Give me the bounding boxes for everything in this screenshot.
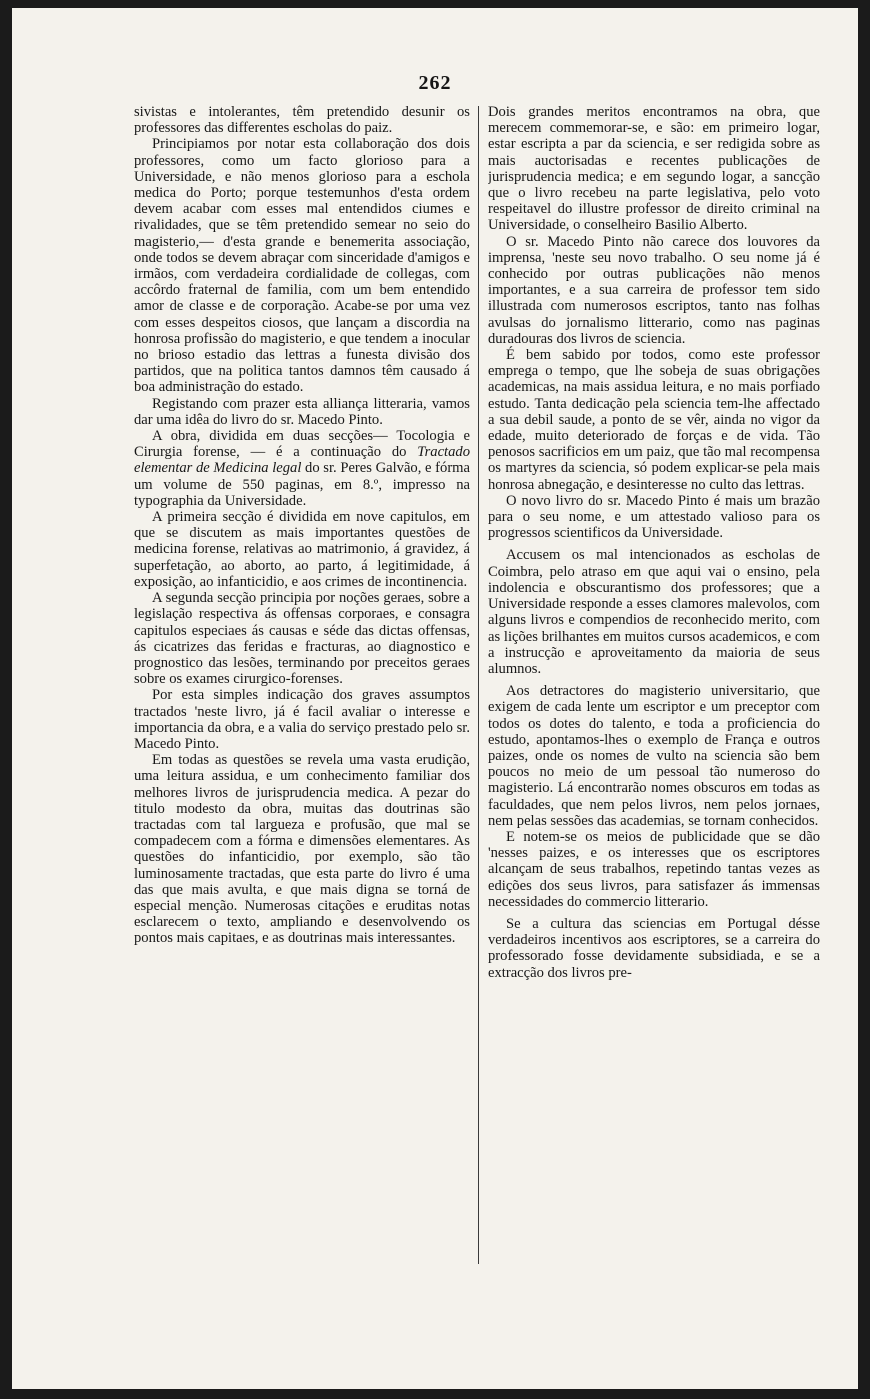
paragraph: Dois grandes meritos encontramos na obra, que merecem commemorar-se, e são: em primeiro logar, estar escripta a par da sciencia, e ser redigida sobre as mais auctorisadas e recentes publicações de jurisprudencia medica; e em segundo logar, a sancção que o livro recebeu na parte legislativa, pelo voto respeitavel do illustre professor de direito criminal na Universidade, o conselheiro Basilio Alberto.: [488, 104, 820, 234]
paragraph: O novo livro do sr. Macedo Pinto é mais um brazão para o seu nome, e um attestado valioso para os progressos scientificos da Universidade.: [488, 492, 820, 542]
column-divider: [478, 106, 479, 1264]
paragraph: Por esta simples indicação dos graves assumptos tractados 'neste livro, já é facil avaliar o interesse e importancia da obra, e a valia do serviço prestado pelo sr. Macedo Pinto.: [134, 687, 470, 752]
paragraph: E notem-se os meios de publicidade que se dão 'nesses paizes, e os interesses que os escriptores alcançam de seus trabalhos, repetindo tantas vezes as edições dos seus livros, para satisfazer ás immensas necessidades do commercio litterario.: [488, 828, 820, 910]
newspaper-page: [12, 8, 858, 1389]
page-number: 262: [418, 72, 452, 94]
book-title: Tractado elementar de Medicina legal: [134, 444, 470, 477]
paragraph: É bem sabido por todos, como este professor emprega o tempo, que lhe sobeja de suas obrigações academicas, na mais assidua leitura, e no mais porfiado estudo. Tanta dedicação pela sciencia tem-lhe affectado a sua debil saude, a ponto de se vêr, ainda no vigor da edade, muito deteriorado de forças e de vida. Tão penosos sacrificios em um paiz, que tão mal recompensa os martyres da sciencia, só podem explicar-se pela mais honrosa abnegação, e desinteresse no culto das lettras.: [488, 347, 820, 493]
paragraph: Accusem os mal intencionados as escholas de Coimbra, pelo atraso em que aqui vai o ensino, pela indolencia e obscurantismo dos professores; que a Universidade responde a esses clamores malevolos, com alguns livros e compendios de reconhecido merito, com as lições brilhantes em muitos cursos academicos, e com a instrucção e aproveitamento da maioria de seus alumnos.: [488, 547, 820, 677]
paragraph: Em todas as questões se revela uma vasta erudição, uma leitura assidua, e um conhecimento familiar dos melhores livros de jurisprudencia medica. A pezar do titulo modesto da obra, muitas das doutrinas são tractadas com tal largueza e profusão, que mal se compadecem com a fórma e dimensões elementares. As questões do infanticidio, por exemplo, são tão luminosamente tractadas, que esta parte do livro é uma das que mais avulta, e que mais digna se torná de especial menção. Numerosas citações e eruditas notas esclarecem o texto, ampliando e desenvolvendo os pontos mais capitaes, e as doutrinas mais interessantes.: [134, 752, 470, 947]
paragraph: Se a cultura das sciencias em Portugal désse verdadeiros incentivos aos escriptores, se a carreira do professorado fosse devidamente subsidiada, e se a extracção dos livros pre-: [488, 915, 820, 981]
paragraph: Registando com prazer esta alliança litteraria, vamos dar uma idêa do livro do sr. Macedo Pinto.: [134, 395, 470, 428]
paragraph: A segunda secção principia por noções geraes, sobre a legislação respectiva ás offensas corporaes, e consagra capitulos especiaes ás causas e séde das dictas offensas, ás cicatrizes das feridas e fracturas, ao diagnostico e prognostico das lesões, terminando por preceitos geraes sobre os exames cirurgico-forenses.: [134, 590, 470, 688]
paragraph: A obra, dividida em duas secções— Tocologia e Cirurgia forense, — é a continuação do Tractado elementar de Medicina legal do sr. Peres Galvão, e fórma um volume de 550 paginas, em 8.º, impresso na typographia da Universidade.: [134, 428, 470, 509]
paragraph: Aos detractores do magisterio universitario, que exigem de cada lente um escriptor e um preceptor com todos os dotes do talento, e toda a proficiencia do estudo, apontamos-lhes o exemplo de França e outros paizes, onde os nomes de vulto na sciencia são bem poucos no meio de um pessoal tão numeroso do magisterio. Lá encontrarão nomes obscuros em todas as faculdades, que nem pelos livros, nem pelos jornaes, nem pelas sessões das academias, se tornam conhecidos.: [488, 683, 820, 829]
paragraph: O sr. Macedo Pinto não carece dos louvores da imprensa, 'neste seu novo trabalho. O seu nome já é conhecido por outras publicações não menos importantes, e a sua carreira de professor tem sido illustrada com numerosos escriptos, tanto nas folhas avulsas do jornalismo litterario, como nas paginas duradouras dos livros de sciencia.: [488, 233, 820, 347]
right-column: [488, 104, 820, 1264]
paragraph: Principiamos por notar esta collaboração dos dois professores, como um facto glorioso para a Universidade, e não menos glorioso para a eschola medica do Porto; porque testemunhos d'esta ordem devem acabar com esses mal entendidos ciumes e rivalidades, que se têm pretendido semear no seio do magisterio,— d'esta grande e benemerita associação, onde todos se devem abraçar com sinceridade d'amigos e irmãos, com verdadeira cordialidade de collegas, com accôrdo fraternal de familia, com um bem entendido amor de classe e de corporação. Acabe-se por uma vez com esses despeitos ciosos, que lançam a discordia na honrosa profissão do magisterio, e que tendem a inocular no brioso estadio das lettras a funesta divisão dos partidos, que na politica tantos damnos têm causado á boa administração do estado.: [134, 136, 470, 396]
paragraph: sivistas e intolerantes, têm pretendido desunir os professores das differentes escholas do paiz.: [134, 104, 470, 137]
paragraph: A primeira secção é dividida em nove capitulos, em que se discutem as mais importantes questões de medicina forense, relativas ao matrimonio, á gravidez, á superfetação, ao aborto, ao parto, á legitimidade, á exposição, ao infanticidio, e aos crimes de incontinencia.: [134, 509, 470, 590]
left-column: [134, 104, 470, 1264]
